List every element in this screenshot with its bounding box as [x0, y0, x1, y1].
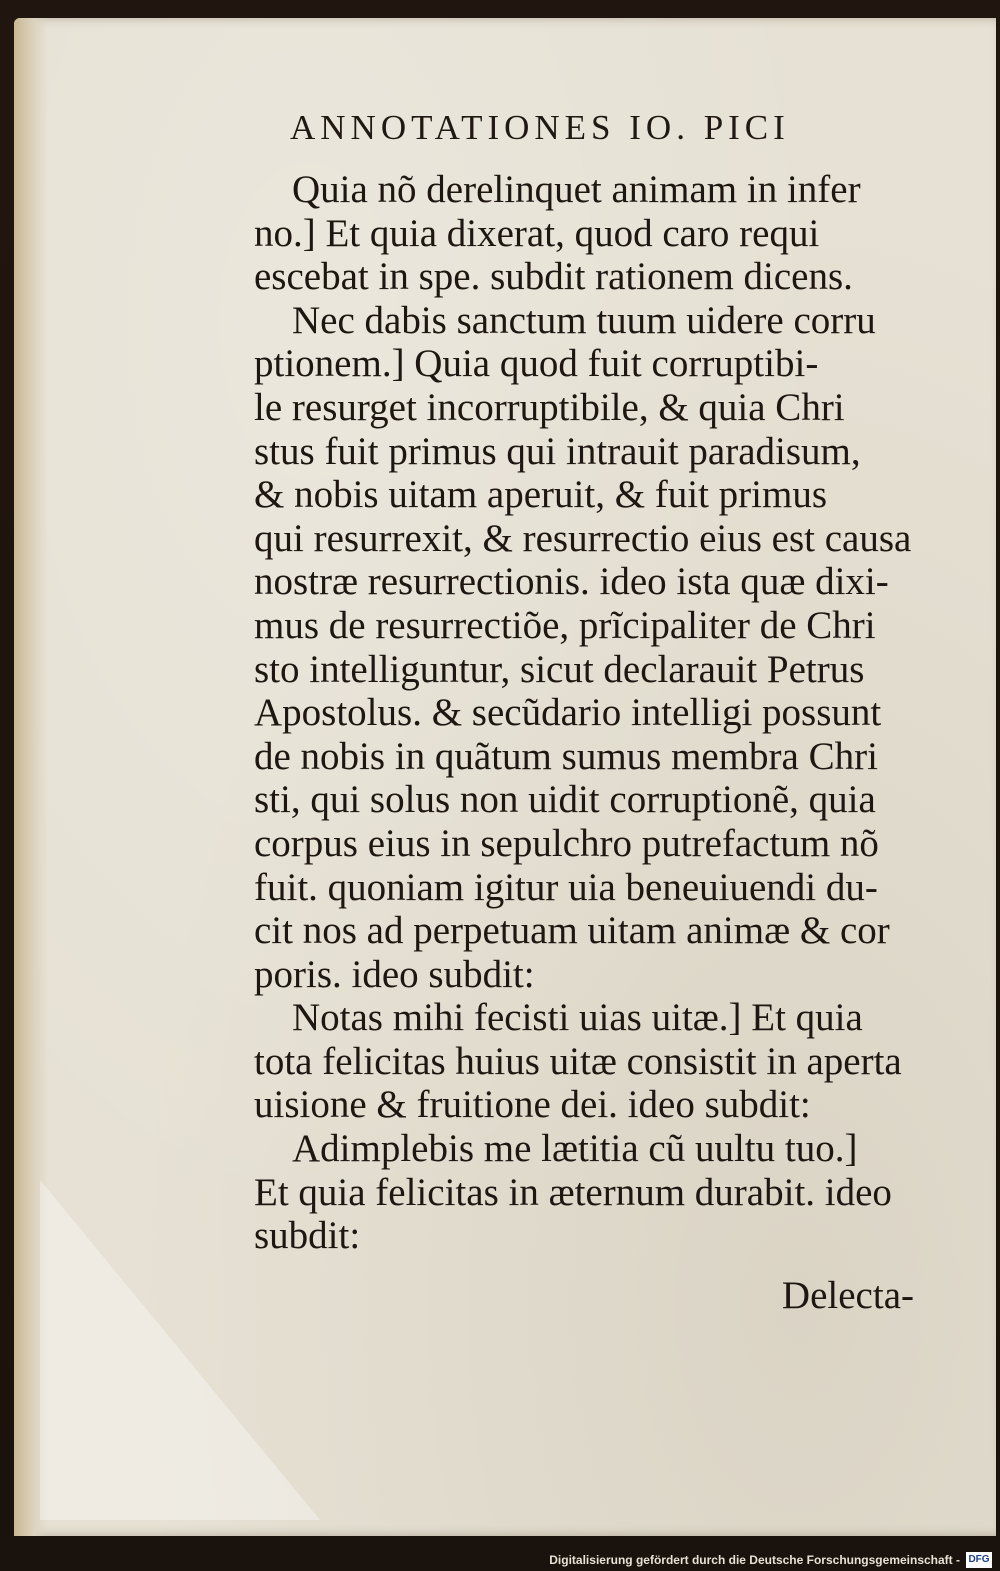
text-line: cit nos ad perpetuam uitam animæ & cor [254, 909, 890, 953]
text-line: qui resurrexit, & resurrectio eius est causa [254, 516, 912, 560]
text-line: ptionem.] Quia quod fuit corruptibi- [254, 342, 819, 386]
text-line: Quia nõ derelinquet animam in infer [292, 168, 861, 211]
catchword: Delecta- [781, 1273, 914, 1317]
text-line: subdit: [254, 1214, 361, 1258]
text-line: stus fuit primus qui intrauit paradisum, [254, 429, 861, 473]
text-line: Apostolus. & secũdario intelligi possunt [254, 691, 882, 735]
text-line: fuit. quoniam igitur uia beneuiuendi du- [254, 865, 878, 909]
digitization-credit: Digitalisierung gefördert durch die Deutsche Forschungsgemeinschaft - [549, 1553, 960, 1567]
dfg-logo: DFG [966, 1552, 992, 1568]
text-line: sto intelliguntur, sicut declarauit Petrus [254, 647, 865, 691]
text-line: & nobis uitam aperuit, & fuit primus [254, 473, 828, 517]
text-line: no.] Et quia dixerat, quod caro requi [254, 211, 820, 255]
text-line: Notas mihi fecisti uias uitæ.] Et quia [292, 996, 863, 1040]
running-head: ANNOTATIONES IO. PICI [290, 108, 790, 147]
text-line: Et quia felicitas in æternum durabit. ideo [254, 1170, 892, 1214]
text-line: mus de resurrectiõe, prĩcipaliter de Chri [254, 603, 876, 647]
text-line: sti, qui solus non uidit corruptionẽ, quia [254, 778, 876, 822]
text-line: poris. ideo subdit: [254, 952, 535, 996]
text-line: corpus eius in sepulchro putrefactum nõ [254, 821, 879, 865]
text-line: Nec dabis sanctum tuum uidere corru [292, 298, 876, 342]
text-line: escebat in spe. subdit rationem dicens. [254, 255, 853, 299]
body-text [254, 168, 924, 1317]
text-line: Adimplebis me lætitia cũ uultu tuo.] [292, 1127, 858, 1171]
text-line: tota felicitas huius uitæ consistit in aperta [254, 1039, 902, 1083]
text-line: uisione & fruitione dei. ideo subdit: [254, 1083, 811, 1127]
text-line: nostræ resurrectionis. ideo ista quæ dixi- [254, 560, 889, 604]
text-line: de nobis in quãtum sumus membra Chri [254, 734, 878, 778]
text-line: le resurget incorruptibile, & quia Chri [254, 385, 845, 429]
